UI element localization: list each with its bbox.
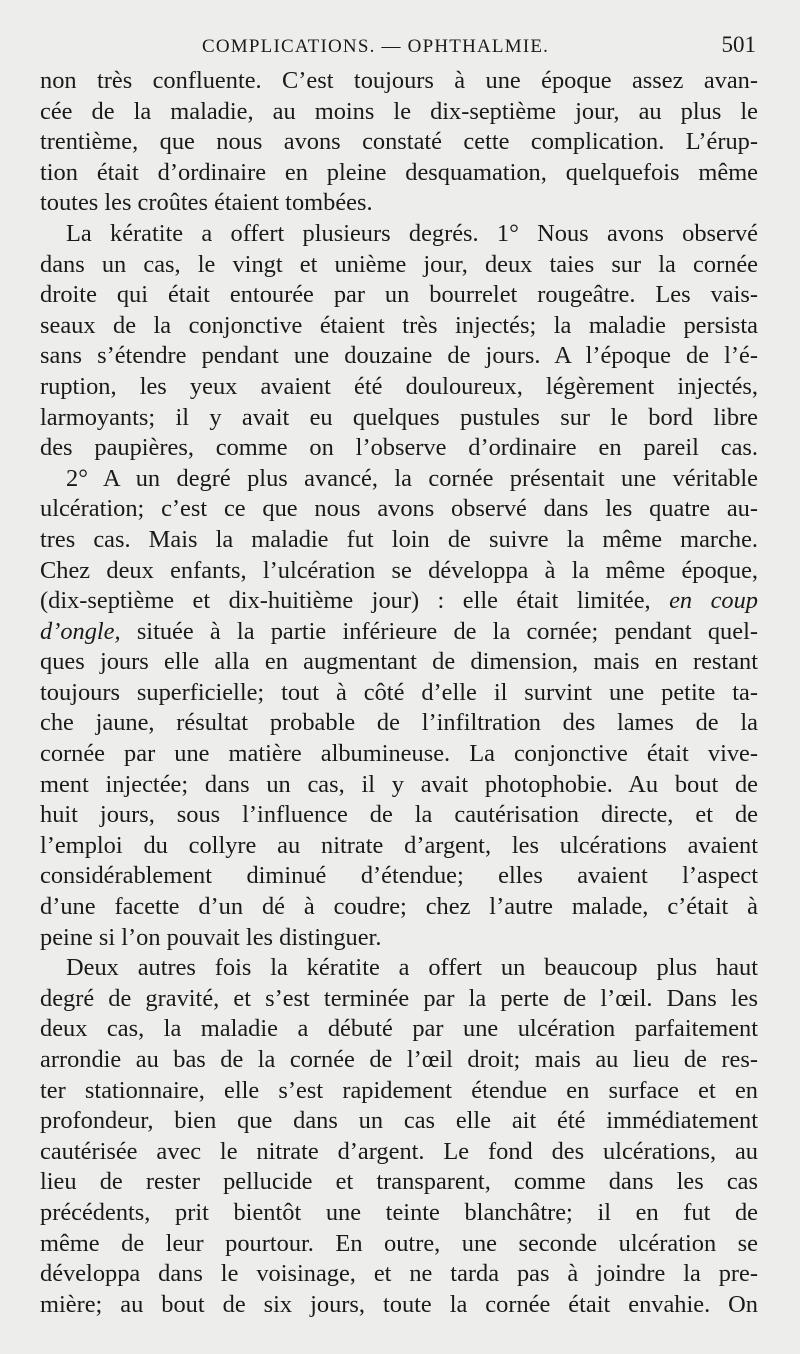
italic-phrase: d’ongle, bbox=[40, 617, 121, 645]
text-line: cautérisée avec le nitrate d’argent. Le fond des ulcérations, au bbox=[40, 1137, 758, 1165]
text-line: ques jours elle alla en augmentant de dimension, mais en restant bbox=[40, 648, 758, 676]
text-line: ment injectée; dans un cas, il y avait photophobie. Au bout de bbox=[40, 770, 758, 798]
text-line: développa dans le voisinage, et ne tarda pas à joindre la pre- bbox=[40, 1260, 758, 1288]
paragraph-start-line: Deux autres fois la kératite a offert un beaucoup plus haut bbox=[66, 954, 758, 982]
text-line: ter stationnaire, elle s’est rapidement étendue en surface et en bbox=[40, 1076, 758, 1104]
text-line: cée de la maladie, au moins le dix-septième jour, au plus le bbox=[40, 97, 758, 125]
italic-phrase: en coup bbox=[669, 587, 758, 615]
text-line: considérablement diminué d’étendue; elles avaient l’aspect bbox=[40, 862, 758, 890]
text-line: tres cas. Mais la maladie fut loin de suivre la même marche. bbox=[40, 525, 758, 553]
text-line: sans s’étendre pendant une douzaine de jours. A l’époque de l’é- bbox=[40, 342, 758, 370]
running-head bbox=[40, 30, 758, 66]
text-line: mière; au bout de six jours, toute la cornée était envahie. On bbox=[40, 1290, 758, 1318]
text-line: trentième, que nous avons constaté cette complication. L’érup- bbox=[40, 128, 758, 156]
line-text: située à la partie inférieure de la cornée; pendant quel- bbox=[136, 617, 758, 645]
text-line-mixed bbox=[40, 617, 758, 648]
text-line: seaux de la conjonctive étaient très injectés; la maladie persista bbox=[40, 311, 758, 339]
text-line: précédents, prit bientôt une teinte blanchâtre; il en fut de bbox=[40, 1198, 758, 1226]
text-line-mixed bbox=[40, 586, 758, 617]
page-number: 501 bbox=[721, 32, 756, 57]
text-line: Chez deux enfants, l’ulcération se développa à la même époque, bbox=[40, 556, 758, 584]
text-line: dans un cas, le vingt et unième jour, deux taies sur la cornée bbox=[40, 250, 758, 278]
body-text bbox=[40, 66, 758, 1320]
text-line: profondeur, bien que dans un cas elle ait été immédiatement bbox=[40, 1107, 758, 1135]
line-text: (dix-septième et dix-huitième jour) : elle était limitée, bbox=[40, 587, 651, 615]
text-line: peine si l’on pouvait les distinguer. bbox=[40, 923, 382, 951]
text-line: non très confluente. C’est toujours à une époque assez avan- bbox=[40, 67, 758, 94]
text-line: che jaune, résultat probable de l’infiltration des lames de la bbox=[40, 709, 758, 737]
text-line: cornée par une matière albumineuse. La conjonctive était vive- bbox=[40, 740, 758, 768]
text-line: même de leur pourtour. En outre, une seconde ulcération se bbox=[40, 1229, 758, 1257]
text-line: toutes les croûtes étaient tombées. bbox=[40, 189, 373, 217]
text-line: toujours superficielle; tout à côté d’elle il survint une petite ta- bbox=[40, 678, 758, 706]
text-line: ulcération; c’est ce que nous avons observé dans les quatre au- bbox=[40, 495, 758, 523]
text-line: huit jours, sous l’influence de la cautérisation directe, et de bbox=[40, 801, 758, 829]
running-title: COMPLICATIONS. — OPHTHALMIE. bbox=[202, 36, 550, 57]
paragraph-start-line: La kératite a offert plusieurs degrés. 1° Nous avons observé bbox=[66, 219, 758, 247]
text-line: droite qui était entourée par un bourrelet rougeâtre. Les vais- bbox=[40, 281, 758, 309]
text-line: degré de gravité, et s’est terminée par la perte de l’œil. Dans les bbox=[40, 984, 758, 1012]
text-line: arrondie au bas de la cornée de l’œil droit; mais au lieu de res- bbox=[40, 1046, 758, 1073]
text-line: larmoyants; il y avait eu quelques pustules sur le bord libre bbox=[40, 403, 758, 431]
paragraph-start-line: 2° A un degré plus avancé, la cornée présentait une véritable bbox=[66, 464, 758, 492]
text-line: tion était d’ordinaire en pleine desquamation, quelquefois même bbox=[40, 158, 758, 186]
text-line: ruption, les yeux avaient été douloureux, légèrement injectés, bbox=[40, 372, 758, 400]
text-line: lieu de rester pellucide et transparent, comme dans les cas bbox=[40, 1168, 758, 1196]
text-line: des paupières, comme on l’observe d’ordinaire en pareil cas. bbox=[40, 434, 758, 462]
text-line: l’emploi du collyre au nitrate d’argent, les ulcérations avaient bbox=[40, 831, 758, 859]
text-line: d’une facette d’un dé à coudre; chez l’autre malade, c’était à bbox=[40, 893, 758, 921]
text-line: deux cas, la maladie a débuté par une ulcération parfaitement bbox=[40, 1015, 758, 1043]
